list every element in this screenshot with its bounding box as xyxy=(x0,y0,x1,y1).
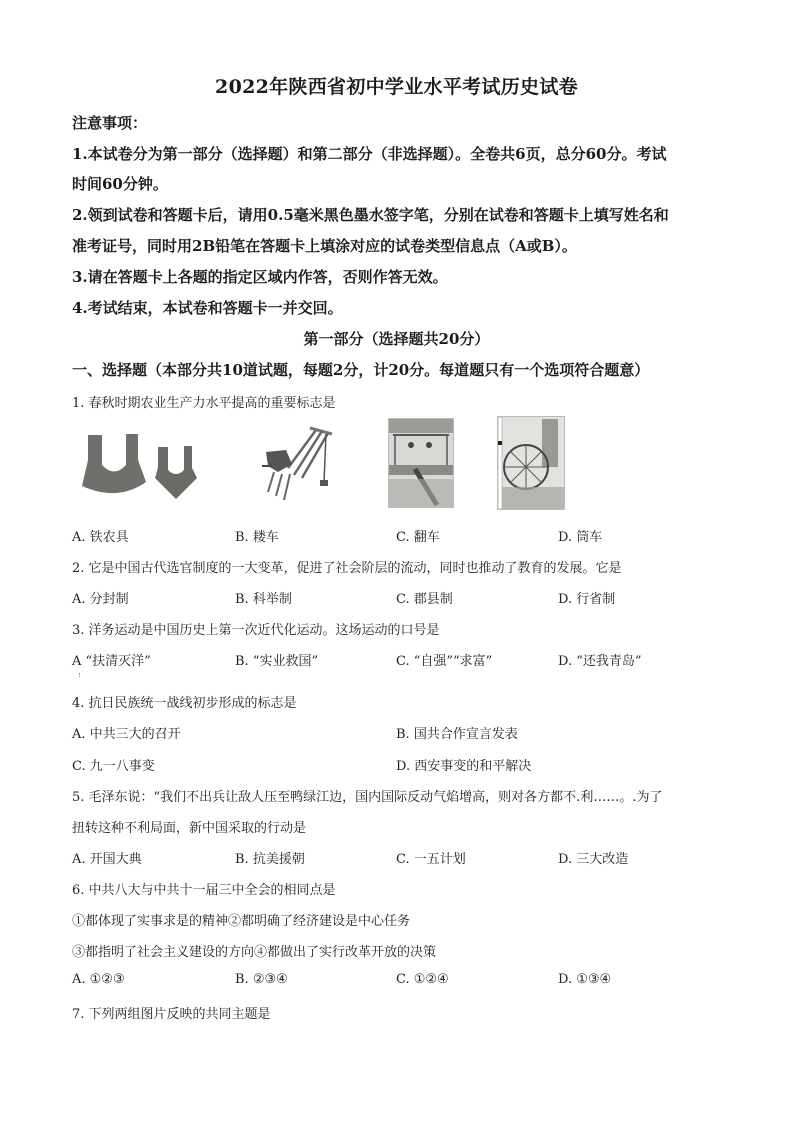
question-3-option-b: B. “实业救国” xyxy=(235,654,319,669)
dragon-bone-water-lift-image xyxy=(388,418,454,508)
question-3-option-c: C. “自强”“求富” xyxy=(396,654,493,669)
exam-title: 2022年陕西省初中学业水平考试历史试卷 xyxy=(215,76,578,98)
question-3-option-a: A “扶清灭洋” xyxy=(72,654,151,669)
question-4-option-c: C. 九一八事变 xyxy=(72,759,155,774)
question-6-option-b: B. ②③④ xyxy=(235,972,288,987)
question-1-option-b: B. 耧车 xyxy=(235,530,279,545)
question-5-option-a: A. 开国大典 xyxy=(72,852,142,867)
question-6-statements-1: ①都体现了实事求是的精神②都明确了经济建设是中心任务 xyxy=(72,914,411,929)
question-4-option-b: B. 国共合作宣言发表 xyxy=(396,727,518,742)
notice-item-4: 4.考试结束，本试卷和答题卡一并交回。 xyxy=(72,299,343,317)
question-5-option-c: C. 一五计划 xyxy=(396,852,466,867)
notice-heading: 注意事项： xyxy=(72,114,148,132)
notice-item-1: 1.本试卷分为第一部分（选择题）和第二部分（非选择题）。全卷共6页，总分60分。考试 xyxy=(72,145,667,163)
question-1-stem: 1. 春秋时期农业生产力水平提高的重要标志是 xyxy=(72,396,336,411)
notice-item-3: 3.请在答题卡上各题的指定区域内作答，否则作答无效。 xyxy=(72,268,448,286)
seed-drill-image xyxy=(258,420,338,500)
question-6-option-a: A. ①②③ xyxy=(72,972,125,987)
question-5-option-d: D. 三大改造 xyxy=(558,852,629,867)
notice-item-2: 2.领到试卷和答题卡后，请用0.5毫米黑色墨水签字笔，分别在试卷和答题卡上填写姓名和 xyxy=(72,206,669,224)
part-one-heading: 第一部分（选择题共20分） xyxy=(303,330,490,348)
question-2-option-d: D. 行省制 xyxy=(558,592,616,607)
section-instructions: 一、选择题（本部分共10道试题，每题2分，计20分。每道题只有一个选项符合题意） xyxy=(72,361,650,379)
question-2-option-b: B. 科举制 xyxy=(235,592,292,607)
question-5-stem-line-2: 扭转这种不利局面，新中国采取的行动是 xyxy=(72,821,307,836)
question-6-statements-2: ③都指明了社会主义建设的方向④都做出了实行改革开放的决策 xyxy=(72,945,437,960)
noria-water-wheel-image xyxy=(497,416,565,510)
question-2-option-c: C. 郡县制 xyxy=(396,592,453,607)
question-6-option-c: C. ①②④ xyxy=(396,972,449,987)
question-1-option-d: D. 筒车 xyxy=(558,530,603,545)
question-2-stem: 2. 它是中国古代选官制度的一大变革，促进了社会阶层的流动，同时也推动了教育的发展。它是 xyxy=(72,561,622,576)
notice-item-2-cont: 准考证号，同时用2B铅笔在答题卡上填涂对应的试卷类型信息点（A或B）。 xyxy=(72,237,577,255)
question-1-option-c: C. 翻车 xyxy=(396,530,440,545)
question-4-stem: 4. 抗日民族统一战线初步形成的标志是 xyxy=(72,696,297,711)
question-7-stem: 7. 下列两组图片反映的共同主题是 xyxy=(72,1007,271,1022)
question-3-stem: 3. 洋务运动是中国历史上第一次近代化运动。这场运动的口号是 xyxy=(72,623,440,638)
notice-item-1-cont: 时间60分钟。 xyxy=(72,175,168,193)
scan-speck xyxy=(79,673,82,677)
question-3-option-d: D. “还我青岛” xyxy=(558,654,642,669)
question-5-option-b: B. 抗美援朝 xyxy=(235,852,305,867)
question-5-stem-line-1: 5. 毛泽东说：“我们不出兵让敌人压至鸭绿江边，国内国际反动气焰增高，则对各方都不.利……。.为了 xyxy=(72,790,663,805)
question-6-option-d: D. ①③④ xyxy=(558,972,612,987)
question-4-option-a: A. 中共三大的召开 xyxy=(72,727,181,742)
question-4-option-d: D. 西安事变的和平解决 xyxy=(396,759,532,774)
question-6-stem: 6. 中共八大与中共十一届三中全会的相同点是 xyxy=(72,883,336,898)
question-1-option-a: A. 铁农具 xyxy=(72,530,129,545)
question-2-option-a: A. 分封制 xyxy=(72,592,129,607)
iron-farm-tools-image xyxy=(78,430,228,500)
